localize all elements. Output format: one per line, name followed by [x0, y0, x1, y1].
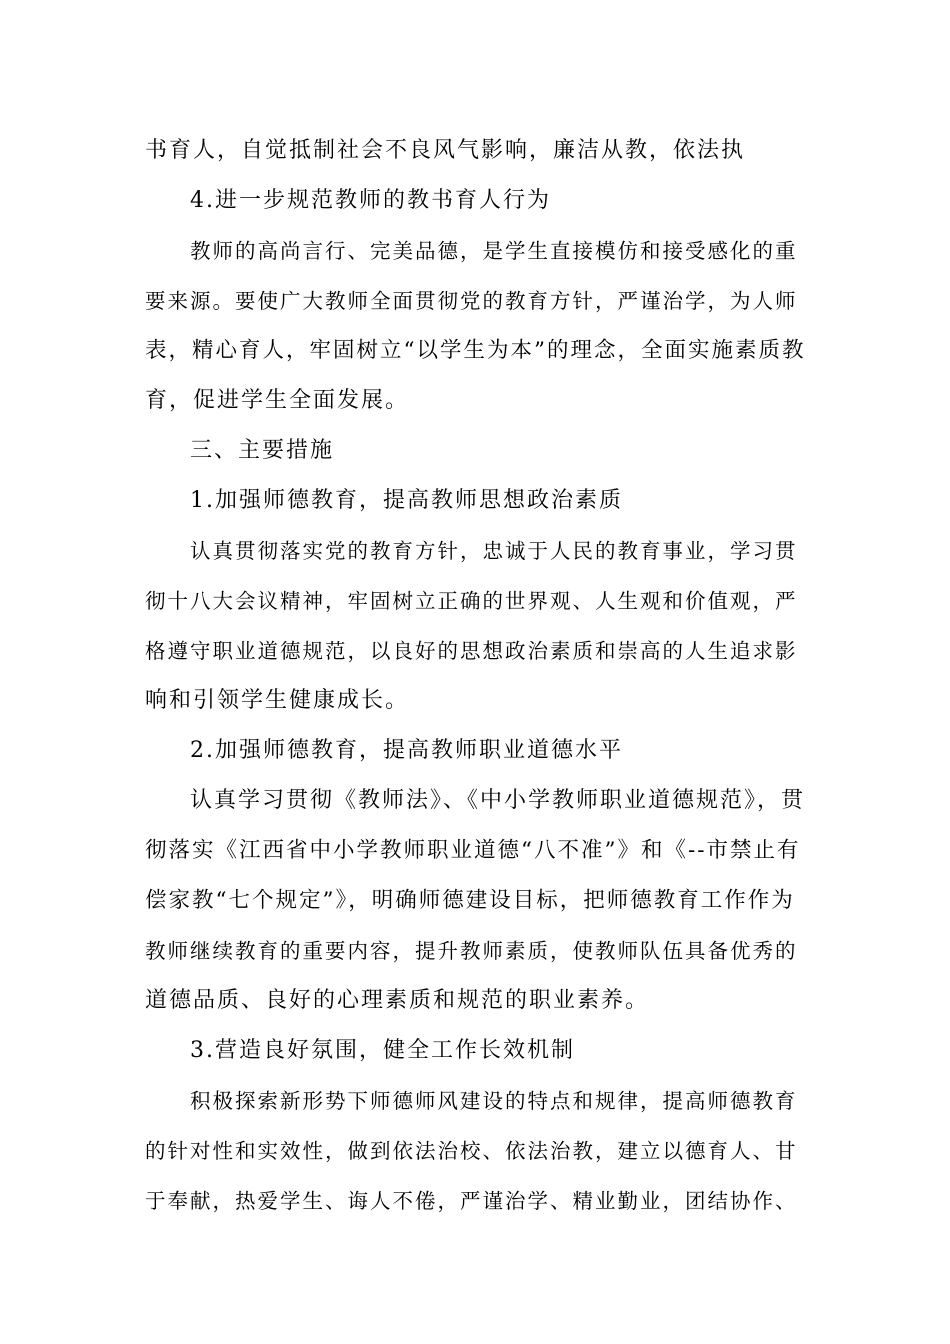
text-line: 于奉献，热爱学生、诲人不倦，严谨治学、精业勤业，团结协作、 [145, 1189, 798, 1213]
text-line: 教师继续教育的重要内容，提升教师素质，使教师队伍具备优秀的 [145, 939, 798, 963]
text-line: 教师的高尚言行、完美品德，是学生直接模仿和接受感化的重 [190, 239, 798, 263]
section-heading: 三、主要措施 [190, 438, 335, 463]
text-line: 要来源。要使广大教师全面贯彻党的教育方针，严谨治学，为人师 [145, 289, 798, 313]
section-heading: 1.加强师德教育，提高教师思想政治素质 [190, 488, 623, 513]
text-line: 格遵守职业道德规范，以良好的思想政治素质和崇高的人生追求影 [145, 639, 798, 663]
text-line: 彻落实《江西省中小学教师职业道德“八不准”》和《--市禁止有 [145, 838, 801, 863]
text-line: 表，精心育人，牢固树立“以学生为本”的理念，全面实施素质教 [145, 338, 806, 363]
text-line: 响和引领学生健康成长。 [145, 688, 410, 713]
text-line: 育，促进学生全面发展。 [145, 388, 410, 413]
text-line: 积极探索新形势下师德师风建设的特点和规律，提高师德教育 [190, 1089, 798, 1113]
text-line: 偿家教“七个规定”》，明确师德建设目标，把师德教育工作作为 [145, 888, 795, 913]
text-line: 认真贯彻落实党的教育方针，忠诚于人民的教育事业，学习贯 [190, 539, 798, 563]
text-line: 的针对性和实效性，做到依法治校、依法治教，建立以德育人、甘 [145, 1139, 798, 1163]
text-line: 彻十八大会议精神，牢固树立正确的世界观、人生观和价值观，严 [145, 589, 798, 613]
section-heading: 2.加强师德教育，提高教师职业道德水平 [190, 738, 623, 763]
text-line: 书育人，自觉抵制社会不良风气影响，廉洁从教，依法执 [145, 138, 746, 163]
section-heading: 3.营造良好氛围，健全工作长效机制 [190, 1038, 575, 1063]
text-line: 道德品质、良好的心理素质和规范的职业素养。 [145, 988, 650, 1013]
section-heading: 4.进一步规范教师的教书育人行为 [190, 188, 551, 213]
text-line: 认真学习贯彻《教师法》、《中小学教师职业道德规范》，贯 [190, 788, 806, 813]
